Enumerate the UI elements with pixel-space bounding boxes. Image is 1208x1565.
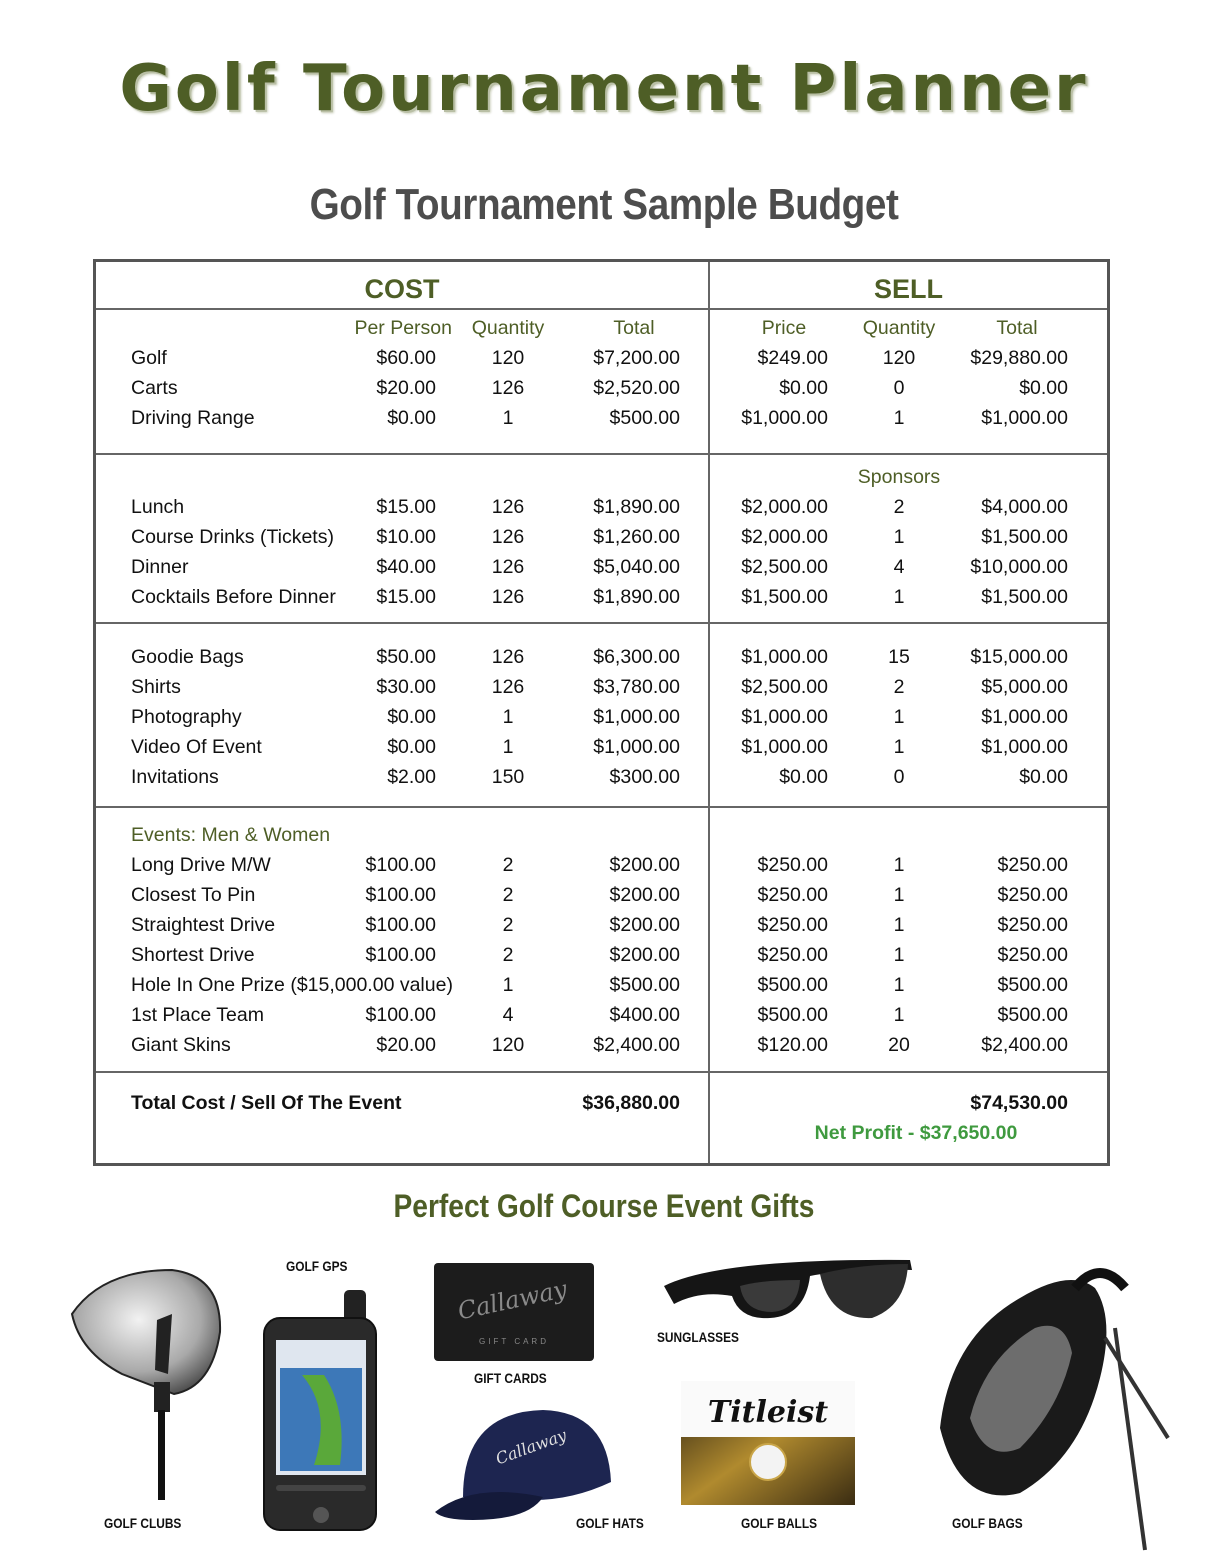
cell-per-person: $100.00 <box>365 944 436 966</box>
cell-per-person: $100.00 <box>365 914 436 936</box>
cell-quantity: 1 <box>502 736 514 758</box>
cell-quantity: 1 <box>502 706 514 728</box>
gift-card-image <box>433 1262 595 1362</box>
cell-quantity: 2 <box>502 854 514 876</box>
sunglasses-image <box>660 1256 916 1326</box>
cell-sell-quantity: 1 <box>893 407 905 429</box>
cell-item: Cocktails Before Dinner <box>131 586 336 608</box>
cell-cost-total: $200.00 <box>609 854 680 876</box>
card-sub-text: GIFT CARD <box>479 1337 549 1346</box>
cell-cost-total: $300.00 <box>609 766 680 788</box>
golf-gps-image <box>262 1290 380 1532</box>
cell-sell-quantity: 120 <box>882 347 916 369</box>
total-sell: $74,530.00 <box>970 1092 1068 1114</box>
cell-price: $1,000.00 <box>741 407 828 429</box>
cell-price: $1,000.00 <box>741 646 828 668</box>
cell-sell-quantity: 1 <box>893 1004 905 1026</box>
cell-item: Giant Skins <box>131 1034 231 1056</box>
cell-item: Dinner <box>131 556 189 578</box>
cell-item: Photography <box>131 706 242 728</box>
cell-item: Goodie Bags <box>131 646 244 668</box>
cell-sell-total: $1,500.00 <box>981 586 1068 608</box>
cell-price: $249.00 <box>757 347 828 369</box>
events-label: Events: Men & Women <box>131 824 331 846</box>
page-subtitle: Golf Tournament Sample Budget <box>309 180 899 229</box>
cell-sell-total: $250.00 <box>997 884 1068 906</box>
cell-sell-total: $10,000.00 <box>970 556 1068 578</box>
cell-cost-total: $3,780.00 <box>593 676 680 698</box>
cell-sell-quantity: 0 <box>893 766 905 788</box>
cell-price: $0.00 <box>779 766 828 788</box>
golf-bag-image <box>900 1258 1172 1554</box>
cell-sell-quantity: 1 <box>893 944 905 966</box>
golf-club-image <box>62 1262 232 1502</box>
section-divider <box>96 622 1107 624</box>
cell-sell-quantity: 1 <box>893 974 905 996</box>
cell-quantity: 2 <box>502 914 514 936</box>
golf-balls-label: GOLF BALLS <box>741 1515 818 1531</box>
cell-sell-total: $1,000.00 <box>981 407 1068 429</box>
cell-price: $1,000.00 <box>741 706 828 728</box>
cell-per-person: $10.00 <box>376 526 436 548</box>
cell-price: $250.00 <box>757 884 828 906</box>
cell-quantity: 126 <box>491 556 525 578</box>
cell-per-person: $15.00 <box>376 496 436 518</box>
cell-cost-total: $200.00 <box>609 944 680 966</box>
col-header-quantity-sell: Quantity <box>862 317 936 339</box>
cell-sell-quantity: 2 <box>893 496 905 518</box>
main-title: Golf Tournament Planner <box>119 52 1089 126</box>
budget-table <box>93 259 1110 1166</box>
cell-item: Long Drive M/W <box>131 854 271 876</box>
cell-sell-quantity: 1 <box>893 854 905 876</box>
cell-sell-quantity: 1 <box>893 914 905 936</box>
cell-quantity: 2 <box>502 884 514 906</box>
cell-per-person: $15.00 <box>376 586 436 608</box>
cell-price: $500.00 <box>757 974 828 996</box>
cell-quantity: 1 <box>502 974 514 996</box>
cell-sell-quantity: 1 <box>893 586 905 608</box>
cell-per-person: $0.00 <box>387 736 436 758</box>
cell-cost-total: $7,200.00 <box>593 347 680 369</box>
cell-sell-total: $250.00 <box>997 854 1068 876</box>
gifts-title: Perfect Golf Course Event Gifts <box>393 1188 815 1224</box>
header-divider <box>96 308 1107 310</box>
golf-clubs-label: GOLF CLUBS <box>104 1515 182 1531</box>
cell-quantity: 1 <box>502 407 514 429</box>
sell-header: SELL <box>873 274 943 304</box>
cell-quantity: 120 <box>491 347 525 369</box>
cell-cost-total: $1,000.00 <box>593 736 680 758</box>
cell-item: Shortest Drive <box>131 944 255 966</box>
cell-item: Hole In One Prize ($15,000.00 value) <box>131 974 453 996</box>
cell-per-person: $2.00 <box>387 766 436 788</box>
cell-item: Golf <box>131 347 167 369</box>
gift-cards-label: GIFT CARDS <box>474 1370 547 1386</box>
total-label: Total Cost / Sell Of The Event <box>131 1092 402 1114</box>
cell-price: $120.00 <box>757 1034 828 1056</box>
cell-per-person: $100.00 <box>365 884 436 906</box>
cell-cost-total: $200.00 <box>609 884 680 906</box>
section-divider <box>96 806 1107 808</box>
cell-sell-total: $500.00 <box>997 1004 1068 1026</box>
cell-sell-total: $29,880.00 <box>970 347 1068 369</box>
cell-item: Closest To Pin <box>131 884 256 906</box>
cell-sell-quantity: 20 <box>888 1034 910 1056</box>
cell-sell-total: $0.00 <box>1019 766 1068 788</box>
cell-sell-total: $1,000.00 <box>981 736 1068 758</box>
cost-header: COST <box>364 274 440 304</box>
cell-sell-quantity: 15 <box>888 646 910 668</box>
cell-item: Lunch <box>131 496 185 518</box>
cell-per-person: $0.00 <box>387 706 436 728</box>
cell-sell-quantity: 4 <box>893 556 905 578</box>
hat-brand-text: Callaway <box>493 1425 570 1469</box>
cell-sell-quantity: 1 <box>893 884 905 906</box>
cell-per-person: $100.00 <box>365 854 436 876</box>
card-brand-text: Callaway <box>455 1274 570 1326</box>
cell-quantity: 150 <box>491 766 525 788</box>
cell-per-person: $40.00 <box>376 556 436 578</box>
cell-quantity: 126 <box>491 586 525 608</box>
cell-sell-total: $2,400.00 <box>981 1034 1068 1056</box>
cell-per-person: $100.00 <box>365 1004 436 1026</box>
cell-quantity: 120 <box>491 1034 525 1056</box>
cell-price: $1,000.00 <box>741 736 828 758</box>
cell-per-person: $50.00 <box>376 646 436 668</box>
cell-cost-total: $1,890.00 <box>593 586 680 608</box>
cell-sell-quantity: 2 <box>893 676 905 698</box>
cell-price: $2,500.00 <box>741 676 828 698</box>
cell-sell-total: $5,000.00 <box>981 676 1068 698</box>
col-header-total-sell: Total <box>996 317 1038 339</box>
cell-quantity: 126 <box>491 676 525 698</box>
cell-price: $1,500.00 <box>741 586 828 608</box>
golf-gps-label: GOLF GPS <box>286 1258 348 1274</box>
cell-cost-total: $2,400.00 <box>593 1034 680 1056</box>
cell-price: $2,000.00 <box>741 526 828 548</box>
golf-hats-label: GOLF HATS <box>576 1515 644 1531</box>
cell-cost-total: $2,520.00 <box>593 377 680 399</box>
cell-cost-total: $400.00 <box>609 1004 680 1026</box>
cell-item: 1st Place Team <box>131 1004 264 1026</box>
cell-price: $250.00 <box>757 914 828 936</box>
ball-brand-text: Titleist <box>707 1395 829 1430</box>
cell-sell-quantity: 1 <box>893 736 905 758</box>
cell-per-person: $30.00 <box>376 676 436 698</box>
col-header-per-person: Per Person <box>354 317 452 339</box>
cell-quantity: 126 <box>491 496 525 518</box>
cell-sell-total: $4,000.00 <box>981 496 1068 518</box>
col-header-quantity: Quantity <box>471 317 545 339</box>
cell-per-person: $0.00 <box>387 407 436 429</box>
cell-item: Carts <box>131 377 178 399</box>
cell-quantity: 126 <box>491 646 525 668</box>
cell-sell-total: $500.00 <box>997 974 1068 996</box>
cell-price: $500.00 <box>757 1004 828 1026</box>
cell-item: Invitations <box>131 766 219 788</box>
cell-quantity: 2 <box>502 944 514 966</box>
section-divider <box>96 1071 1107 1073</box>
cell-quantity: 126 <box>491 377 525 399</box>
cell-price: $2,000.00 <box>741 496 828 518</box>
cell-item: Driving Range <box>131 407 255 429</box>
cell-per-person: $20.00 <box>376 1034 436 1056</box>
cell-price: $2,500.00 <box>741 556 828 578</box>
cell-sell-total: $1,000.00 <box>981 706 1068 728</box>
cell-cost-total: $1,260.00 <box>593 526 680 548</box>
cell-sell-total: $15,000.00 <box>970 646 1068 668</box>
cell-cost-total: $5,040.00 <box>593 556 680 578</box>
cell-cost-total: $1,000.00 <box>593 706 680 728</box>
cell-sell-total: $1,500.00 <box>981 526 1068 548</box>
sponsors-label: Sponsors <box>857 466 941 488</box>
cell-price: $250.00 <box>757 854 828 876</box>
cell-sell-quantity: 1 <box>893 526 905 548</box>
cell-cost-total: $500.00 <box>609 974 680 996</box>
golf-hat-image <box>433 1402 623 1522</box>
cell-sell-total: $250.00 <box>997 914 1068 936</box>
cell-sell-total: $250.00 <box>997 944 1068 966</box>
cell-quantity: 4 <box>502 1004 514 1026</box>
cell-item: Video Of Event <box>131 736 262 758</box>
golf-bags-label: GOLF BAGS <box>952 1515 1023 1531</box>
cell-sell-quantity: 0 <box>893 377 905 399</box>
cell-per-person: $20.00 <box>376 377 436 399</box>
net-profit: Net Profit - $37,650.00 <box>814 1122 1018 1144</box>
section-divider <box>96 453 1107 455</box>
cell-sell-quantity: 1 <box>893 706 905 728</box>
cell-cost-total: $500.00 <box>609 407 680 429</box>
cell-cost-total: $6,300.00 <box>593 646 680 668</box>
cell-price: $250.00 <box>757 944 828 966</box>
total-cost: $36,880.00 <box>582 1092 680 1114</box>
sunglasses-label: SUNGLASSES <box>657 1329 739 1345</box>
col-header-price: Price <box>761 317 807 339</box>
cell-cost-total: $1,890.00 <box>593 496 680 518</box>
golf-balls-image <box>680 1380 856 1506</box>
cell-item: Course Drinks (Tickets) <box>131 526 334 548</box>
cell-per-person: $60.00 <box>376 347 436 369</box>
cell-item: Straightest Drive <box>131 914 276 936</box>
cell-item: Shirts <box>131 676 181 698</box>
cell-quantity: 126 <box>491 526 525 548</box>
cell-cost-total: $200.00 <box>609 914 680 936</box>
col-header-total: Total <box>613 317 655 339</box>
cell-sell-total: $0.00 <box>1019 377 1068 399</box>
cell-price: $0.00 <box>779 377 828 399</box>
